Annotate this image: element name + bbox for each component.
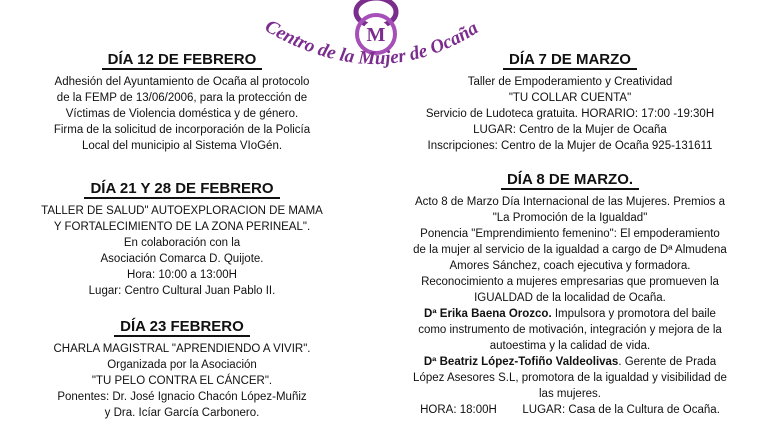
event-line: Reconocimiento a mujeres empresarias que promueven la	[421, 276, 719, 288]
event-title: DÍA 23 FEBRERO	[114, 318, 250, 337]
event-line: Amores Sánchez, coach ejecutiva y formadora.	[449, 260, 691, 272]
event-dia-12-febrero	[8, 51, 356, 154]
event-line: Y FORTALECIMIENTO DE LA ZONA PERINEAL".	[53, 221, 311, 233]
event-line: Ponentes: Dr. José Ignacio Chacón López-Muñiz	[57, 391, 307, 403]
logo-letter: M	[366, 24, 386, 46]
event-line: Acto 8 de Marzo Día Internacional de las Mujeres. Premios a	[414, 196, 725, 208]
event-line: Asociación Comarca D. Quijote.	[100, 253, 264, 265]
event-line: de la FEMP de 13/06/2006, para la protección de	[56, 92, 308, 104]
event-title: DÍA 8 DE MARZO.	[501, 171, 639, 190]
event-footer: HORA: 18:00H LUGAR: Casa de la Cultura de Ocaña.	[420, 404, 720, 416]
erika-line	[388, 306, 752, 322]
event-line: Firma de la solicitud de incorporación de la Policía	[53, 124, 311, 136]
event-line: como instrumento de motivación, integración y mejora de la	[418, 324, 722, 336]
event-line: CHARLA MAGISTRAL "APRENDIENDO A VIVIR".	[53, 343, 311, 355]
event-line: Hora: 10:00 a 13:00H	[127, 269, 237, 281]
erika-desc: Impulsora y promotora del baile	[551, 308, 716, 320]
event-dia-23-febrero	[8, 318, 356, 421]
event-line: Inscripciones: Centro de la Mujer de Ocaña 925-131611	[427, 140, 713, 152]
event-line: "TU COLLAR CUENTA"	[508, 92, 632, 104]
logo-arc-text: Centro de la Mujer de Ocaña	[261, 15, 482, 70]
event-line: las mujeres.	[539, 388, 601, 400]
event-line: "La Promoción de la Igualdad"	[492, 212, 648, 224]
event-line: Local del municipio al Sistema VIoGén.	[81, 140, 283, 152]
event-line: Servicio de Ludoteca gratuita. HORARIO: 17:00 -19:30H	[425, 108, 715, 120]
event-line: Taller de Empoderamiento y Creatividad	[467, 76, 673, 88]
event-line: Lugar: Centro Cultural Juan Pablo II.	[88, 285, 276, 297]
event-dia-21-28-febrero	[8, 180, 356, 299]
event-title: DÍA 12 DE FEBRERO	[102, 51, 263, 70]
event-line: En colaboración con la	[123, 237, 241, 249]
event-line: y Dra. Icíar García Carbonero.	[104, 407, 260, 419]
event-line: autoestima y la calidad de vida.	[489, 340, 651, 352]
beatriz-desc: . Gerente de Prada	[618, 356, 717, 368]
event-line: Organizada por la Asociación	[107, 359, 257, 371]
event-line: TALLER DE SALUD" AUTOEXPLORACION DE MAMA	[41, 205, 323, 217]
event-line: LUGAR: Centro de la Mujer de Ocaña	[473, 124, 667, 136]
event-title: DÍA 7 DE MARZO	[503, 51, 637, 70]
erika-name: Dª Erika Baena Orozco.	[424, 308, 552, 320]
event-line: López Asesores S.L, promotora de la igualdad y visibilidad de	[413, 372, 727, 384]
logo-symbol	[356, 0, 396, 53]
event-dia-8-marzo	[388, 171, 752, 418]
event-line: Víctimas de Violencia doméstica y de género.	[65, 108, 299, 120]
event-dia-7-marzo	[388, 51, 752, 154]
event-title: DÍA 21 Y 28 DE FEBRERO	[84, 180, 279, 199]
event-line: Adhesión del Ayuntamiento de Ocaña al protocolo	[54, 76, 310, 88]
event-line: Ponencia "Emprendimiento femenino": El empoderamiento	[420, 228, 720, 240]
event-line: IGUALDAD de la localidad de Ocaña.	[474, 292, 666, 304]
event-line: "TU PELO CONTRA EL CÁNCER".	[91, 375, 273, 387]
event-line: de la mujer al servicio de la igualdad a cargo de Dª Almudena	[413, 244, 727, 256]
beatriz-line	[388, 354, 752, 370]
beatriz-name: Dª Beatriz López-Tofiño Valdeolivas	[423, 356, 619, 368]
